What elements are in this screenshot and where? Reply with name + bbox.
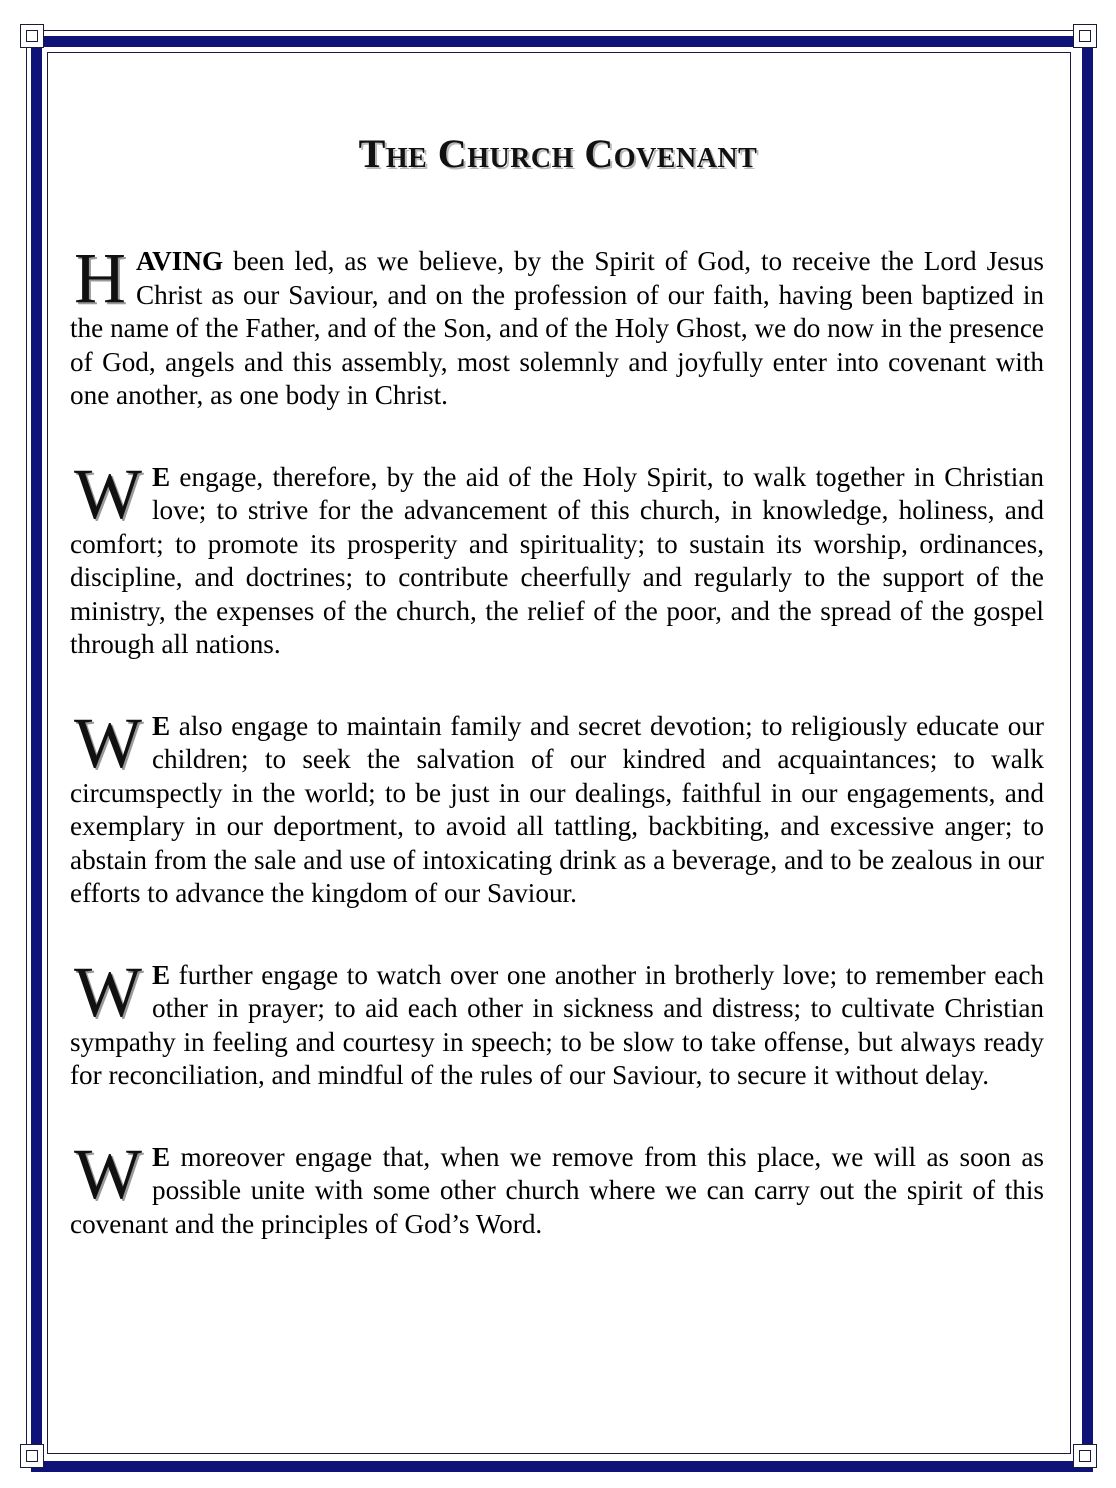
drop-cap: W — [74, 1140, 142, 1214]
page-title: The Church Covenant — [358, 131, 758, 176]
covenant-paragraph — [70, 1141, 1044, 1242]
drop-cap: W — [74, 958, 142, 1032]
covenant-paragraph — [70, 245, 1044, 413]
covenant-paragraph — [70, 710, 1044, 911]
lead-word: E — [151, 710, 171, 741]
paragraph-text: moreover engage that, when we remove from this place, we will as soon as possible unite with some other church where we can carry out the spirit of this covenant and the principles of God’s Word. — [70, 1141, 1044, 1239]
drop-cap: W — [74, 709, 142, 783]
paragraph-text: been led, as we believe, by the Spirit of God, to receive the Lord Jesus Christ as our Saviour, and on the profession of our faith, having been baptized in the name of the Father, and of the Son, and of the Holy Ghost, we do now in the presence of God, angels and this assembly, most solemnly and joyfully enter into covenant with one another, as one body in Christ. — [70, 246, 1044, 410]
lead-word: E — [151, 461, 171, 492]
lead-word: E — [151, 959, 171, 990]
lead-word: E — [151, 1141, 171, 1172]
paragraph-text: engage, therefore, by the aid of the Holy Spirit, to walk together in Christian love; to strive for the advancement of this church, in knowledge, holiness, and comfort; to promote its prosperity and spirituality; to sustain its worship, ordinances, discipline, and doctrines; to contribute cheerfully and regularly to the support of the ministry, the expenses of the church, the relief of the poor, and the spread of the gospel through all nations. — [70, 461, 1044, 659]
covenant-body — [70, 245, 1044, 1289]
corner-ornament-top-right — [1073, 24, 1097, 48]
corner-ornament-top-left — [20, 24, 44, 48]
corner-ornament-bottom-right — [1073, 1444, 1097, 1468]
covenant-paragraph — [70, 959, 1044, 1093]
drop-cap: H — [74, 245, 126, 318]
covenant-paragraph — [70, 461, 1044, 662]
corner-ornament-bottom-left — [20, 1444, 44, 1468]
paragraph-text: further engage to watch over one another in brotherly love; to remember each other in prayer; to aid each other in sickness and distress; to cultivate Christian sympathy in feeling and courtesy in speech; to be slow to take offense, but always ready for reconciliation, and mindful of the rules of our Saviour, to secure it without delay. — [70, 959, 1044, 1090]
paragraph-text: also engage to maintain family and secret devotion; to religiously educate our children; to seek the salvation of our kindred and acquaintances; to walk circumspectly in the world; to be just in our dealings, faithful in our engagements, and exemplary in our deportment, to avoid all tattling, backbiting, and excessive anger; to abstain from the sale and use of intoxicating drink as a beverage, and to be zealous in our efforts to advance the kingdom of our Saviour. — [70, 710, 1044, 908]
lead-word: AVING — [136, 246, 224, 276]
drop-cap: W — [74, 460, 142, 534]
